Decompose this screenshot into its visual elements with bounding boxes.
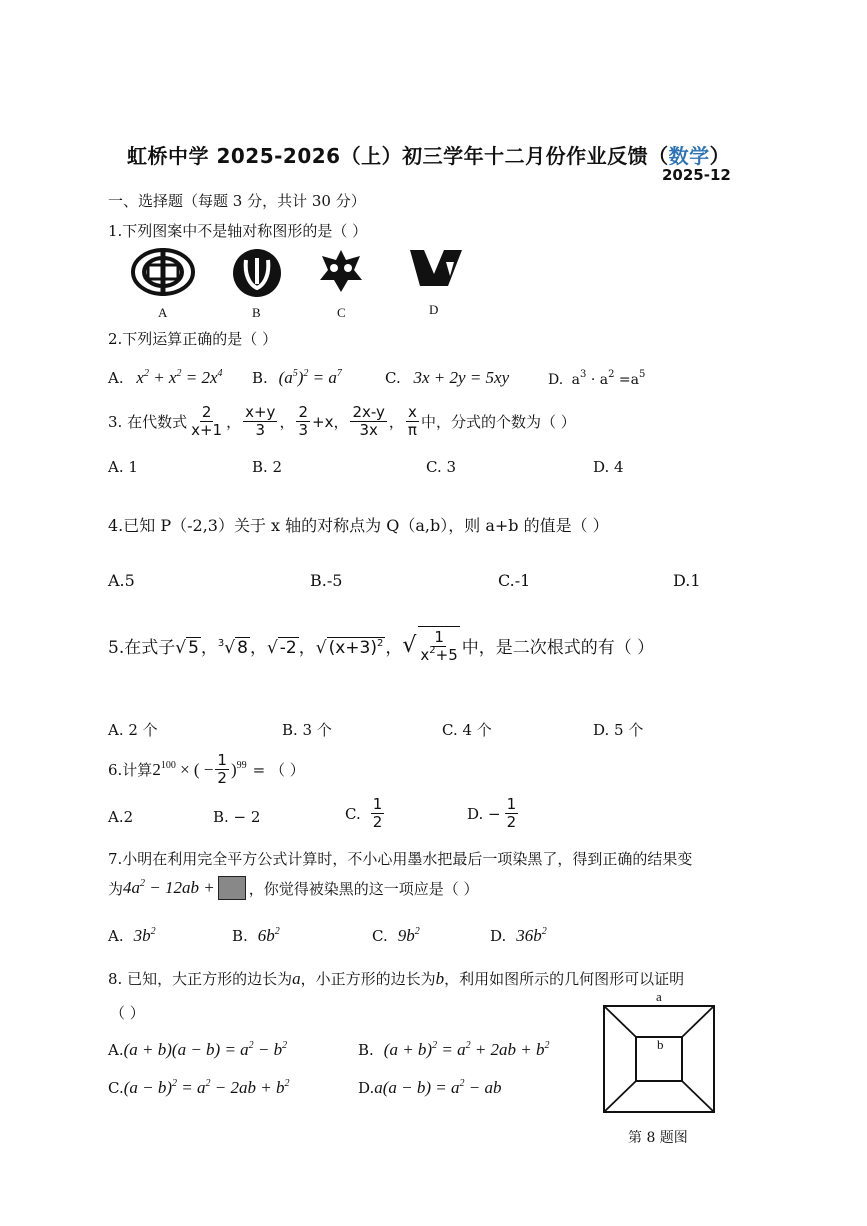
- q6-prefix: 6.计算: [108, 761, 153, 780]
- q8-option-c: $C.(a - b)^2 = a^2 - 2ab + b^2$: [108, 1078, 290, 1097]
- title-close: ）: [709, 144, 731, 168]
- question-8-line1: 8. 已知，大正方形的边长为a，小正方形的边长为b，利用如图所示的几何图形可以证明: [108, 969, 685, 988]
- q3-option-d: D. 4: [593, 458, 624, 476]
- q4-option-c: C.-1: [498, 571, 531, 590]
- q5-option-d: D. 5 个: [593, 721, 644, 739]
- q3-option-a: A. 1: [108, 458, 138, 476]
- q3-option-b: B. 2: [252, 458, 283, 476]
- q1-figure-c-icon: [316, 246, 366, 296]
- q6-option-c: C. $\frac{1}{2}$: [345, 795, 383, 832]
- question-5: 5.在式子 √ 5 ， $^3$√ 8 ， √ -2 ， √ $(x+3)^2$ ， √ $\frac{1}{x^2+5}$ 中，是二次根式的有（ ）: [108, 628, 655, 665]
- q5-option-c: C. 4 个: [442, 721, 492, 739]
- question-7-line1: 7.小明在利用完全平方公式计算时，不小心用墨水把最后一项染黑了，得到正确的结果变: [108, 850, 693, 868]
- q1-figure-a-icon: [130, 246, 196, 298]
- figure-label-a: a: [656, 989, 662, 1004]
- q2-option-b: B. $(a^5)^2 = a^7$: [252, 368, 342, 387]
- q7-option-c: C. $9b^2$: [372, 926, 420, 945]
- q5-suffix: 中，是二次根式的有（ ）: [461, 637, 655, 658]
- page-title: [127, 140, 730, 169]
- question-6: 6.计算 $2^{100}$ × ( − $\frac{1}{2}$ )$^{99}$ = （ ）: [108, 751, 305, 788]
- q3-prefix: 3. 在代数式: [108, 413, 188, 432]
- q5-option-b: B. 3 个: [282, 721, 332, 739]
- q3-expr-4: $\frac{2x-y}{3x}$: [352, 403, 385, 440]
- q3-suffix: 中，分式的个数为（ ）: [420, 413, 576, 432]
- q1-label-d: D: [429, 302, 439, 317]
- figure-caption: 第 8 题图: [628, 1130, 688, 1146]
- q3-expr-2: $\frac{x+y}{3}$: [245, 403, 276, 440]
- section-heading: 一、选择题（每题 3 分，共计 30 分）: [108, 192, 366, 210]
- q2-option-d: D. $a^3 \cdot a^2 =a^5$: [548, 369, 646, 388]
- title-subject: 数学: [668, 144, 710, 168]
- date-label: 2025-12: [662, 166, 731, 184]
- q1-figure-b-icon: [232, 248, 282, 298]
- q3-expr-3: $\frac{2}{3}$: [298, 403, 308, 440]
- q7-option-a: A. $3b^2$: [108, 926, 156, 945]
- q4-option-a: A.5: [108, 571, 135, 590]
- question-1-stem: 1.下列图案中不是轴对称图形的是（ ）: [108, 222, 368, 240]
- q1-figure-d-icon: [408, 248, 464, 288]
- q6-option-b: B. − 2: [213, 808, 261, 826]
- q2-option-a: A. $x^2 + x^2 = 2x^4$: [108, 368, 223, 387]
- q6-option-d: D. − $\frac{1}{2}$: [467, 795, 517, 832]
- q1-label-b: B: [252, 305, 261, 320]
- q5-option-a: A. 2 个: [108, 721, 158, 739]
- q7-option-b: B. $6b^2$: [232, 926, 280, 945]
- question-2-stem: 2.下列运算正确的是（ ）: [108, 330, 278, 348]
- q8-option-a: $A.(a + b)(a - b) = a^2 - b^2$: [108, 1040, 288, 1059]
- figure-label-b: b: [657, 1037, 664, 1052]
- q1-label-c: C: [337, 305, 346, 320]
- title-main: 虹桥中学 2025-2026（上）初三学年十二月份作业反馈（: [127, 144, 669, 168]
- question-7-line2: 为 $4a^2 - 12ab$ + ，你觉得被染黑的这一项应是（ ）: [108, 876, 479, 900]
- q1-label-a: A: [158, 305, 168, 320]
- q8-square-figure: [603, 1005, 715, 1113]
- q3-expr-5: $\frac{x}{\pi}$: [407, 403, 417, 440]
- q2-option-c: C. 3x + 2y = 5xy: [385, 368, 510, 387]
- question-3: 3. 在代数式 $\frac{2}{x+1}$ ， $\frac{x+y}{3}$ ， $\frac{2}{3}$ +x， $\frac{2x-y}{3x}$ ， $\frac{x}{\pi}$ 中，分式的个数为（ ）: [108, 403, 576, 440]
- question-8-paren: （ ）: [110, 1004, 145, 1022]
- ink-blot: [218, 876, 246, 900]
- question-4-stem: 4.已知 P（-2,3）关于 x 轴的对称点为 Q（a,b），则 a+b 的值是（ ）: [108, 516, 609, 535]
- q5-prefix: 5.在式子: [108, 637, 176, 658]
- q7-option-d: D. $36b^2$: [490, 926, 547, 945]
- q6-suffix: = （ ）: [252, 761, 305, 780]
- q3-expr-1: $\frac{2}{x+1}$: [191, 403, 223, 440]
- q4-option-b: B.-5: [310, 571, 343, 590]
- q3-option-c: C. 3: [426, 458, 457, 476]
- q8-option-d: $D.a(a - b) = a^2$ − ab: [358, 1078, 502, 1097]
- q8-option-b: B. $(a + b)^2 = a^2 + 2ab + b^2$: [358, 1040, 550, 1059]
- q6-option-a: A.2: [108, 808, 134, 826]
- q4-option-d: D.1: [673, 571, 701, 590]
